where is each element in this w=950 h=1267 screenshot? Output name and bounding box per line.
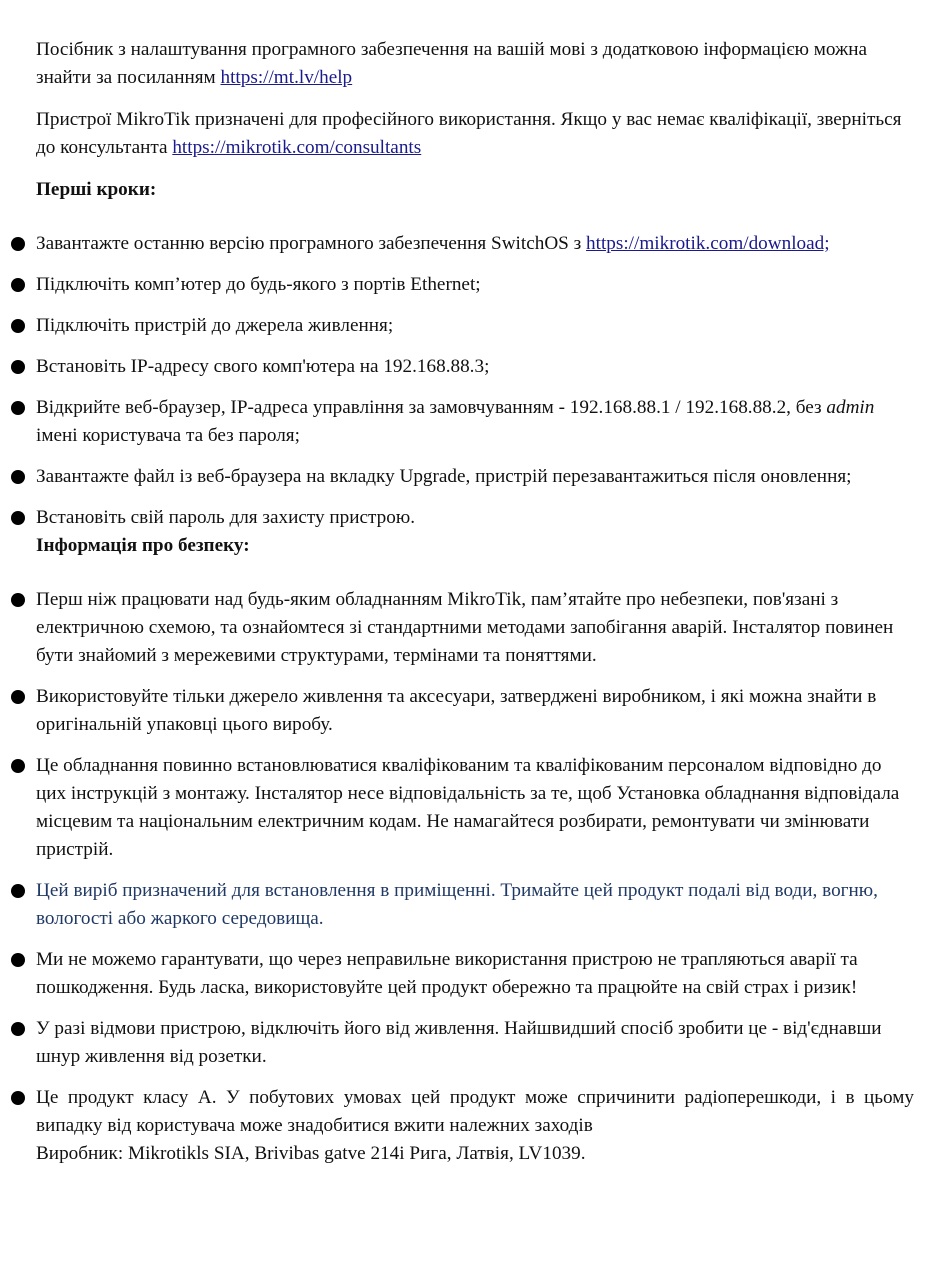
safety-text: Ми не можемо гарантувати, що через неправильне використання пристрою не трапляються аварії та пошкодження. Будь ласка, використовуйте цей продукт обережно та працюйте на свій страх і ризик!	[36, 949, 858, 998]
bullet-icon	[11, 237, 25, 251]
list-item	[36, 877, 914, 933]
list-item	[36, 230, 914, 258]
step-text: Завантажте останню версію програмного забезпечення SwitchOS з	[36, 233, 587, 254]
safety-text: Перш ніж працювати над будь-яким обладнанням MikroTik, пам’ятайте про небезпеки, пов'язані з електричною схемою, та ознайомтеся зі стандартними методами запобігання аварій. Інсталятор повинен бути знайомий з мережевими структурами, термінами та поняттями.	[36, 589, 894, 666]
bullet-icon	[11, 278, 25, 292]
bullet-icon	[11, 1091, 25, 1105]
list-item	[36, 1015, 914, 1071]
step-text: Відкрийте веб-браузер, IP-адреса управління за замовчуванням - 192.168.88.1 / 192.168.88.2, без	[36, 397, 827, 418]
first-steps-list	[36, 230, 914, 532]
intro-help-paragraph	[36, 36, 914, 92]
step-emphasis: admin	[826, 397, 875, 418]
step-text: Підключіть комп’ютер до будь-якого з портів Ethernet;	[36, 274, 481, 295]
list-item	[36, 946, 914, 1002]
safety-heading: Інформація про безпеку:	[36, 535, 250, 556]
bullet-icon	[11, 511, 25, 525]
help-link[interactable]: https://mt.lv/help	[220, 67, 353, 88]
step-text: Завантажте файл із веб-браузера на вкладку Upgrade, пристрій перезавантажиться після оновлення;	[36, 466, 852, 487]
consultants-link[interactable]: https://mikrotik.com/consultants	[172, 137, 422, 158]
step-text: Встановіть свій пароль для захисту пристрою.	[36, 507, 415, 528]
list-item	[36, 586, 914, 670]
first-steps-heading: Перші кроки:	[36, 179, 157, 200]
bullet-icon	[11, 360, 25, 374]
safety-list	[36, 586, 914, 1168]
list-item	[36, 504, 914, 532]
bullet-icon	[11, 759, 25, 773]
manufacturer-text: Виробник: Mikrotikls SIA, Brivibas gatve 214i Рига, Латвія, LV1039.	[36, 1143, 586, 1164]
download-link[interactable]: https://mikrotik.com/download;	[586, 233, 830, 254]
list-item	[36, 394, 914, 450]
list-item	[36, 1084, 914, 1168]
safety-text: Використовуйте тільки джерело живлення та аксесуари, затверджені виробником, і які можна знайти в оригінальній упаковці цього виробу.	[36, 686, 877, 735]
list-item	[36, 353, 914, 381]
list-item	[36, 312, 914, 340]
intro-help-text: Посібник з налаштування програмного забезпечення на вашій мові з додатковою інформацією можна знайти за посиланням	[36, 39, 868, 88]
class-a-text: Це продукт класу А. У побутових умовах цей продукт може спричинити радіоперешкоди, і в цьому випадку від користувача може знадобитися вжити належних заходів	[36, 1087, 914, 1136]
bullet-icon	[11, 593, 25, 607]
bullet-icon	[11, 953, 25, 967]
safety-text: У разі відмови пристрою, відключіть його від живлення. Найшвидший спосіб зробити це - від'єднавши шнур живлення від розетки.	[36, 1018, 882, 1067]
list-item	[36, 683, 914, 739]
safety-text: Це обладнання повинно встановлюватися кваліфікованим та кваліфікованим персоналом відповідно до цих інструкцій з монтажу. Інсталятор несе відповідальність за те, щоб Установка обладнання відповідала місцевим та національним електричним кодам. Не намагайтеся розбирати, ремонтувати чи змінювати пристрій.	[36, 755, 900, 860]
list-item	[36, 463, 914, 491]
step-text: Підключіть пристрій до джерела живлення;	[36, 315, 394, 336]
intro-consultants-text: Пристрої MikroTik призначені для професійного використання. Якщо у вас немає кваліфікації, зверніться до консультанта	[36, 109, 902, 158]
bullet-icon	[11, 401, 25, 415]
bullet-icon	[11, 470, 25, 484]
safety-text-indoor: Цей виріб призначений для встановлення в приміщенні. Тримайте цей продукт подалі від води, вогню, вологості або жаркого середовища.	[36, 880, 878, 929]
intro-consultants-paragraph	[36, 106, 914, 162]
list-item	[36, 271, 914, 299]
bullet-icon	[11, 319, 25, 333]
bullet-icon	[11, 1022, 25, 1036]
list-item	[36, 752, 914, 864]
step-text-after: імені користувача та без пароля;	[36, 425, 300, 446]
bullet-icon	[11, 690, 25, 704]
step-text: Встановіть IP-адресу свого комп'ютера на 192.168.88.3;	[36, 356, 490, 377]
bullet-icon	[11, 884, 25, 898]
